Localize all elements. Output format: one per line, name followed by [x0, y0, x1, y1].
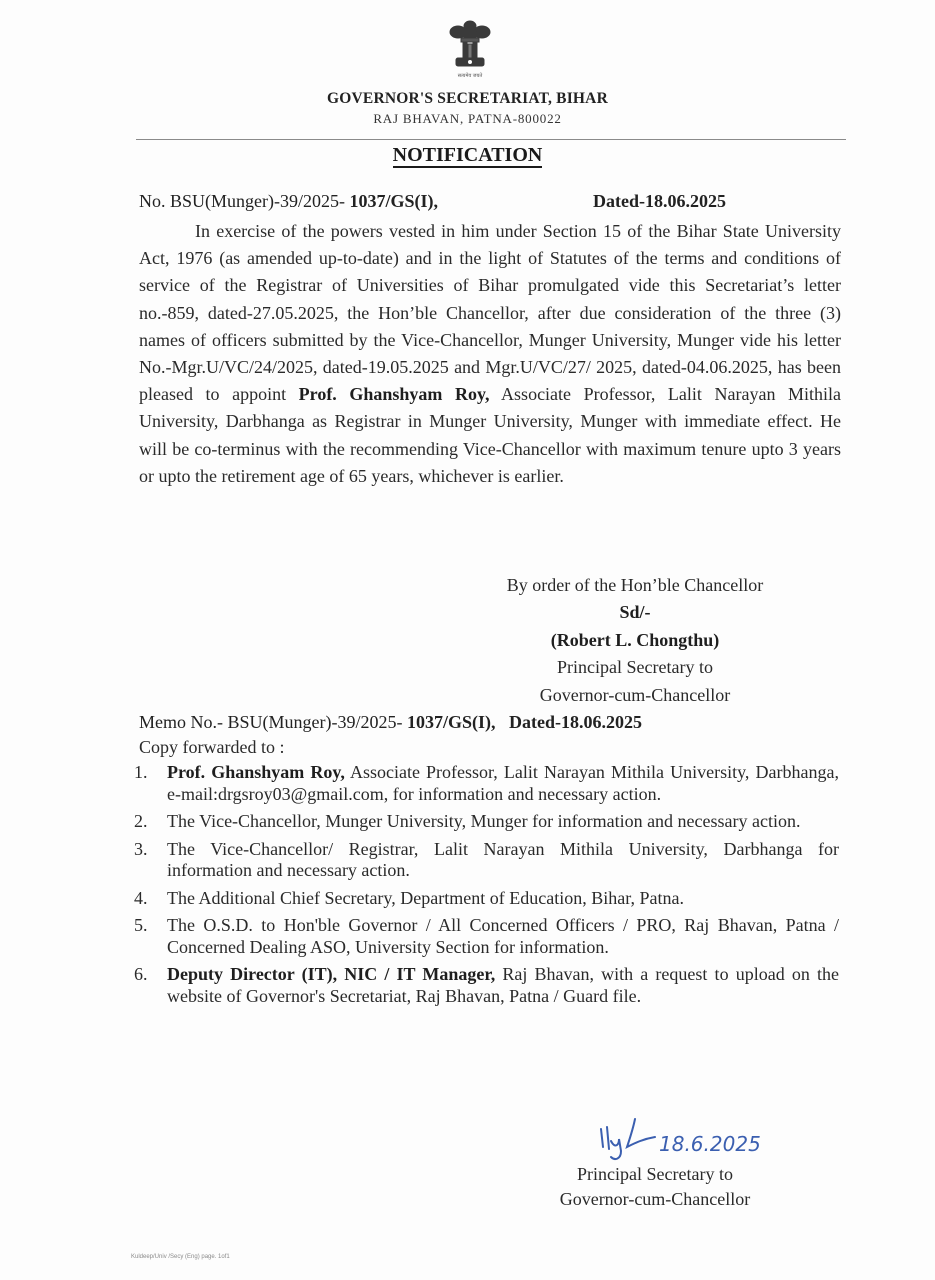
item-number: 1. — [134, 762, 148, 782]
memo-date: Dated-18.06.2025 — [509, 712, 642, 732]
signature-block — [440, 572, 830, 709]
by-order-line: By order of the Hon’ble Chancellor — [506, 575, 764, 595]
notification-heading-text: NOTIFICATION — [392, 144, 543, 166]
item-number: 3. — [134, 838, 148, 859]
memo-number — [139, 712, 642, 733]
list-item — [134, 915, 839, 958]
reference-number — [139, 191, 438, 212]
item-number: 6. — [134, 964, 148, 984]
footer-note: Kuldeep/Univ /Secy (Eng) page. 1of1 — [131, 1254, 230, 1260]
body-text-part1: In exercise of the powers vested in him under Section 15 of the Bihar State University Act, 1976 (as amended up-to-date) and in the light of Statutes of the terms and conditions of service of the Registrar of Universities of Bihar promulgated vide this Secretariat’s letter no.-859, dated-27.05.2025, the Hon’ble Chancellor, after due consideration of the three (3) names of officers submitted by the Vice-Chancellor, Munger University, Munger vide his letter No.-Mgr.U/VC/24/2025, dated-19.05.2025 and Mgr.U/VC/27/ 2025, dated-04.06.2025, has been pleased to appoint — [139, 221, 841, 405]
copy-recipient-list — [134, 762, 839, 1013]
reference-prefix: No. BSU(Munger)-39/2025- — [139, 191, 350, 211]
notification-heading — [0, 144, 935, 167]
signatory-name: (Robert L. Chongthu) — [550, 629, 720, 650]
list-item — [134, 888, 839, 910]
sd-mark: Sd/- — [619, 602, 651, 623]
item-bold-text: Prof. Ghanshyam Roy, — [167, 762, 345, 782]
item-number: 4. — [134, 887, 148, 908]
item-text: Associate Professor, Lalit Narayan Mithila University, Darbhanga, e-mail:drgsroy03@gmail.com, for information and necessary action. — [167, 762, 839, 804]
emblem-motto: सत्यमेव जयते — [457, 73, 483, 79]
header-divider — [136, 139, 846, 140]
item-text: The Vice-Chancellor/ Registrar, Lalit Narayan Mithila University, Darbhanga for information and necessary action. — [167, 838, 839, 880]
item-number: 5. — [134, 915, 148, 935]
copy-forwarded-label: Copy forwarded to : — [139, 737, 285, 757]
reference-code: 1037/GS(I), — [349, 191, 438, 211]
list-item — [134, 762, 839, 805]
signatory-designation-2: Governor-cum-Chancellor — [539, 684, 731, 705]
notification-body — [139, 218, 841, 490]
final-designation-2: Governor-cum-Chancellor — [559, 1189, 751, 1209]
body-text-part2: Associate Professor, Lalit Narayan Mithila University, Darbhanga as Registrar in Munger University, Munger with immediate effect. He will be co-terminus with the recommending Vice-Chancellor with maximum tenure upto 3 years or upto the retirement age of 65 years, whichever is earlier. — [139, 384, 841, 486]
final-designation-1: Principal Secretary to — [577, 1164, 733, 1184]
office-address: RAJ BHAVAN, PATNA-800022 — [373, 111, 562, 126]
list-item — [134, 839, 839, 882]
final-signature-block — [515, 1162, 795, 1212]
appointee-name: Prof. Ghanshyam Roy, — [298, 384, 490, 405]
memo-code: 1037/GS(I), — [406, 712, 496, 732]
list-item — [134, 811, 839, 833]
signatory-designation-1: Principal Secretary to — [557, 657, 713, 678]
list-item — [134, 964, 839, 1007]
item-bold-text: Deputy Director (IT), NIC / IT Manager, — [167, 964, 496, 984]
item-text: The Additional Chief Secretary, Department of Education, Bihar, Patna. — [167, 887, 684, 908]
reference-date: Dated-18.06.2025 — [593, 191, 726, 211]
handwritten-signature — [595, 1115, 795, 1163]
signature-date: 18.6.2025 — [659, 1132, 761, 1156]
memo-prefix: Memo No.- BSU(Munger)-39/2025- — [139, 712, 407, 732]
office-title: GOVERNOR'S SECRETARIAT, BIHAR — [327, 90, 608, 107]
item-text: The Vice-Chancellor, Munger University, Munger for information and necessary action. — [167, 811, 801, 831]
item-number: 2. — [134, 811, 148, 831]
item-text: The O.S.D. to Hon'ble Governor / All Concerned Officers / PRO, Raj Bhavan, Patna / Concerned Dealing ASO, University Section for information. — [167, 915, 839, 957]
national-emblem-icon — [444, 18, 496, 82]
item-text: Raj Bhavan, with a request to upload on the website of Governor's Secretariat, Raj Bhavan, Patna / Guard file. — [167, 964, 839, 1006]
